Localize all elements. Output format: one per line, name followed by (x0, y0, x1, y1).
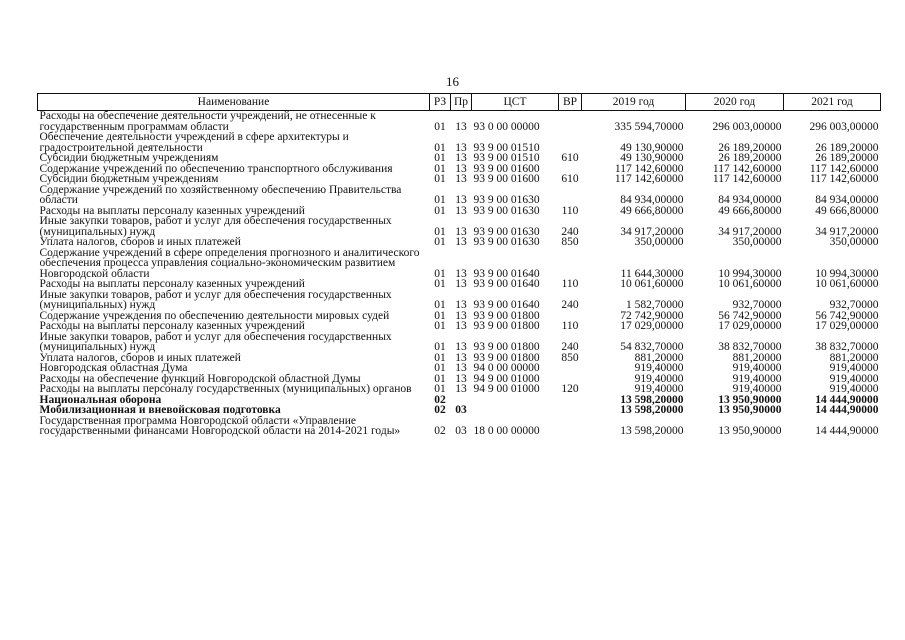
row-name: Расходы на обеспечение деятельности учреждений, не отнесенные к государственным программам области (39, 110, 376, 133)
row-value-2020: 49 666,80000 (718, 204, 782, 217)
row-cst: 93 9 00 01630 (473, 236, 540, 248)
row-value-2021: 38 832,70000 (815, 341, 879, 353)
row-pr: 13 (455, 162, 467, 175)
table-row (38, 321, 881, 332)
row-value-2021: 26 189,20000 (815, 152, 879, 164)
table-row (38, 111, 881, 133)
row-value-2021: 17 029,00000 (815, 320, 879, 332)
row-pr: 13 (455, 225, 467, 238)
row-value-2021: 350,00000 (829, 236, 879, 248)
row-value-2021: 34 917,20000 (815, 225, 879, 238)
row-name: Содержание учреждений по обеспечению транспортного обслуживания (39, 162, 393, 175)
row-value-2019: 72 742,90000 (620, 309, 684, 322)
row-value-2019: 54 832,70000 (620, 341, 684, 353)
row-name: Содержание учреждений по хозяйственному обеспечению Правительства области (39, 183, 402, 206)
row-name: Иные закупки товаров, работ и услуг для обеспечения государственных (муниципальных) нужд (39, 215, 392, 238)
row-value-2019: 350,00000 (634, 236, 684, 248)
row-vr: 850 (561, 351, 579, 364)
row-value-2020: 881,20000 (732, 351, 782, 364)
row-value-2019: 17 029,00000 (620, 320, 684, 332)
row-value-2020: 10 994,30000 (718, 267, 782, 280)
row-cst: 93 9 00 01800 (473, 351, 540, 364)
row-pr: 13 (455, 278, 467, 290)
row-cst: 93 9 00 01630 (473, 225, 540, 238)
row-pr: 13 (455, 362, 467, 374)
table-row (38, 132, 881, 153)
row-vr: 610 (561, 173, 579, 185)
header-rz: РЗ (430, 94, 451, 111)
row-value-2019: 335 594,70000 (614, 120, 684, 133)
row-cst: 93 9 00 01630 (473, 194, 540, 206)
row-value-2021: 932,70000 (829, 299, 879, 311)
row-value-2019: 84 934,00000 (620, 194, 684, 206)
row-rz: 01 (434, 236, 446, 248)
row-rz: 01 (434, 267, 446, 280)
row-value-2021: 10 061,60000 (815, 278, 879, 290)
row-value-2021: 919,40000 (829, 383, 879, 395)
row-name: Расходы на выплаты персоналу казенных учреждений (39, 204, 305, 217)
table-row (38, 279, 881, 290)
row-value-2020: 38 832,70000 (718, 341, 782, 353)
row-cst: 93 9 00 01640 (473, 299, 540, 311)
row-pr: 13 (455, 320, 467, 332)
row-rz: 01 (434, 152, 446, 164)
budget-table (37, 93, 881, 437)
row-pr: 13 (455, 204, 467, 217)
row-pr: 03 (455, 425, 467, 437)
row-value-2019: 13 598,20000 (620, 425, 684, 437)
row-pr: 13 (455, 141, 467, 154)
row-value-2020: 13 950,90000 (718, 425, 782, 437)
row-vr (559, 405, 582, 416)
row-name: Уплата налогов, сборов и иных платежей (39, 236, 241, 248)
row-cst: 94 9 00 01000 (473, 372, 540, 385)
row-rz: 01 (434, 173, 446, 185)
header-2020: 2020 год (686, 94, 784, 111)
row-value-2019: 10 061,60000 (620, 278, 684, 290)
row-value-2021: 117 142,60000 (809, 162, 879, 175)
row-value-2020: 13 950,90000 (718, 404, 782, 416)
row-name: Новгородская областная Дума (39, 362, 188, 374)
row-pr: 13 (455, 383, 467, 395)
row-value-2021: 26 189,20000 (815, 141, 879, 154)
row-name: Иные закупки товаров, работ и услуг для обеспечения государственных (муниципальных) нужд (39, 330, 392, 353)
row-rz: 01 (434, 341, 446, 353)
row-value-2021: 56 742,90000 (815, 309, 879, 322)
row-name: Уплата налогов, сборов и иных платежей (39, 351, 241, 364)
row-value-2021: 919,40000 (829, 362, 879, 374)
table-row (38, 290, 881, 311)
table-row (38, 363, 881, 374)
row-value-2019: 49 130,90000 (620, 152, 684, 164)
header-cst: ЦСТ (472, 94, 559, 111)
row-rz: 01 (434, 309, 446, 322)
row-cst: 93 9 00 01510 (473, 152, 540, 164)
row-name: Субсидии бюджетным учреждениям (39, 152, 219, 164)
row-pr: 13 (455, 372, 467, 385)
row-value-2020: 919,40000 (732, 372, 782, 385)
row-value-2020: 56 742,90000 (718, 309, 782, 322)
row-value-2021: 919,40000 (829, 372, 879, 385)
row-value-2020: 296 003,00000 (712, 120, 782, 133)
row-cst: 93 9 00 01640 (473, 267, 540, 280)
row-value-2019: 11 644,30000 (620, 267, 684, 280)
row-rz: 02 (434, 425, 446, 437)
row-name: Расходы на обеспечение функций Новгородской областной Думы (39, 372, 361, 385)
row-value-2020: 10 061,60000 (718, 278, 782, 290)
row-value-2019: 34 917,20000 (620, 225, 684, 238)
row-rz: 01 (434, 120, 446, 133)
header-2021: 2021 год (784, 94, 881, 111)
row-vr (559, 248, 582, 280)
row-rz: 01 (434, 225, 446, 238)
row-pr: 13 (455, 299, 467, 311)
row-value-2019: 117 142,60000 (614, 173, 684, 185)
row-value-2019: 13 598,20000 (620, 404, 684, 416)
row-value-2021: 14 444,90000 (815, 393, 879, 406)
row-cst: 93 9 00 01640 (473, 278, 540, 290)
row-pr: 13 (455, 267, 467, 280)
row-value-2021: 10 994,30000 (815, 267, 879, 280)
row-pr: 13 (455, 194, 467, 206)
row-vr: 850 (561, 236, 579, 248)
row-pr: 13 (455, 120, 467, 133)
row-value-2019: 49 666,80000 (620, 204, 684, 217)
table-row (38, 185, 881, 206)
row-rz: 02 (434, 393, 446, 406)
row-cst (472, 405, 559, 416)
row-value-2020: 34 917,20000 (718, 225, 782, 238)
row-cst: 93 9 00 01800 (473, 309, 540, 322)
row-cst: 93 9 00 01630 (473, 204, 540, 217)
header-vr: ВР (559, 94, 582, 111)
row-vr (559, 395, 582, 406)
row-value-2020: 17 029,00000 (718, 320, 782, 332)
row-vr: 110 (561, 278, 579, 290)
header-name: Наименование (38, 94, 430, 111)
header-pr: Пр (451, 94, 472, 111)
row-rz: 01 (434, 320, 446, 332)
row-value-2019: 881,20000 (634, 351, 684, 364)
row-value-2019: 1 582,70000 (626, 299, 684, 311)
row-rz: 01 (434, 141, 446, 154)
row-value-2020: 26 189,20000 (718, 152, 782, 164)
row-rz: 01 (434, 372, 446, 385)
row-value-2019: 919,40000 (634, 383, 684, 395)
row-value-2021: 84 934,00000 (815, 194, 879, 206)
row-rz: 01 (434, 204, 446, 217)
row-rz: 01 (434, 278, 446, 290)
row-value-2021: 296 003,00000 (809, 120, 879, 133)
row-name: Обеспечение деятельности учреждений в сфере архитектуры и градостроительной деятельности (39, 131, 349, 154)
row-name: Расходы на выплаты персоналу казенных учреждений (39, 278, 305, 290)
table-row (38, 174, 881, 185)
row-vr: 110 (561, 320, 579, 332)
row-value-2019: 919,40000 (634, 362, 684, 374)
row-pr: 13 (455, 309, 467, 322)
row-vr (559, 416, 582, 437)
row-cst: 93 9 00 01600 (473, 173, 540, 185)
row-name: Расходы на выплаты персоналу государственных (муниципальных) органов (39, 383, 412, 395)
table-row (38, 384, 881, 395)
row-value-2021: 49 666,80000 (815, 204, 879, 217)
table-row (38, 248, 881, 280)
row-vr (559, 185, 582, 206)
row-vr: 240 (561, 299, 579, 311)
row-pr: 13 (455, 236, 467, 248)
row-value-2020: 919,40000 (732, 383, 782, 395)
row-value-2019: 49 130,90000 (620, 141, 684, 154)
header-2019: 2019 год (582, 94, 686, 111)
row-rz: 01 (434, 162, 446, 175)
row-pr: 13 (455, 341, 467, 353)
row-name: Государственная программа Новгородской области «Управление государственными финансами Новгородской области на 2014-2021 годы» (39, 414, 401, 437)
page-number: 16 (446, 74, 459, 89)
row-vr: 120 (561, 383, 579, 395)
table-row (38, 237, 881, 248)
row-cst (472, 395, 559, 406)
row-pr: 13 (455, 351, 467, 364)
row-rz: 01 (434, 299, 446, 311)
row-value-2021: 14 444,90000 (815, 425, 879, 437)
row-cst: 93 9 00 01600 (473, 162, 540, 175)
row-name: Национальная оборона (39, 393, 162, 406)
row-value-2020: 932,70000 (732, 299, 782, 311)
header-row (38, 94, 881, 111)
row-rz: 01 (434, 194, 446, 206)
row-cst: 93 9 00 01510 (473, 141, 540, 154)
row-name: Расходы на выплаты персоналу казенных учреждений (39, 320, 305, 332)
row-cst: 94 9 00 01000 (473, 383, 540, 395)
row-cst: 18 0 00 00000 (473, 425, 540, 437)
table-row (38, 153, 881, 164)
row-cst: 93 9 00 01800 (473, 341, 540, 353)
row-value-2021: 881,20000 (829, 351, 879, 364)
row-vr: 240 (561, 225, 579, 238)
table-row (38, 332, 881, 353)
table-row (38, 416, 881, 437)
row-cst: 93 0 00 00000 (473, 120, 540, 133)
row-name: Иные закупки товаров, работ и услуг для обеспечения государственных (муниципальных) нужд (39, 288, 392, 311)
row-vr: 240 (561, 341, 579, 353)
row-value-2020: 117 142,60000 (712, 173, 782, 185)
row-value-2021: 14 444,90000 (815, 404, 879, 416)
row-value-2020: 84 934,00000 (718, 194, 782, 206)
row-vr (559, 111, 582, 133)
row-value-2020: 117 142,60000 (712, 162, 782, 175)
row-value-2019: 117 142,60000 (614, 162, 684, 175)
row-pr: 13 (455, 152, 467, 164)
row-cst: 93 9 00 01800 (473, 320, 540, 332)
row-value-2019: 919,40000 (634, 372, 684, 385)
row-rz: 01 (434, 383, 446, 395)
row-vr (559, 363, 582, 374)
table-body (38, 111, 881, 437)
row-vr: 610 (561, 152, 579, 164)
row-vr (559, 132, 582, 153)
table-row (38, 405, 881, 416)
row-vr: 110 (561, 204, 579, 217)
row-value-2020: 919,40000 (732, 362, 782, 374)
row-cst: 94 0 00 00000 (473, 362, 540, 374)
row-name: Содержание учреждения по обеспечению деятельности мировых судей (39, 309, 390, 322)
row-value-2020: 13 950,90000 (718, 393, 782, 406)
row-value-2019: 13 598,20000 (620, 393, 684, 406)
row-value-2020: 350,00000 (732, 236, 782, 248)
row-name: Субсидии бюджетным учреждениям (39, 173, 219, 185)
row-pr: 13 (455, 173, 467, 185)
table-row (38, 216, 881, 237)
row-name: Мобилизационная и вневойсковая подготовка (39, 404, 281, 416)
row-name: Содержание учреждений в сфере определения прогнозного и аналитического обеспечения процесса управления социально-экономическим развитием Новгородской области (39, 246, 420, 280)
row-rz: 02 (434, 404, 446, 416)
row-value-2021: 117 142,60000 (809, 173, 879, 185)
row-rz: 01 (434, 362, 446, 374)
row-pr: 03 (455, 404, 467, 416)
row-value-2020: 26 189,20000 (718, 141, 782, 154)
row-rz: 01 (434, 351, 446, 364)
